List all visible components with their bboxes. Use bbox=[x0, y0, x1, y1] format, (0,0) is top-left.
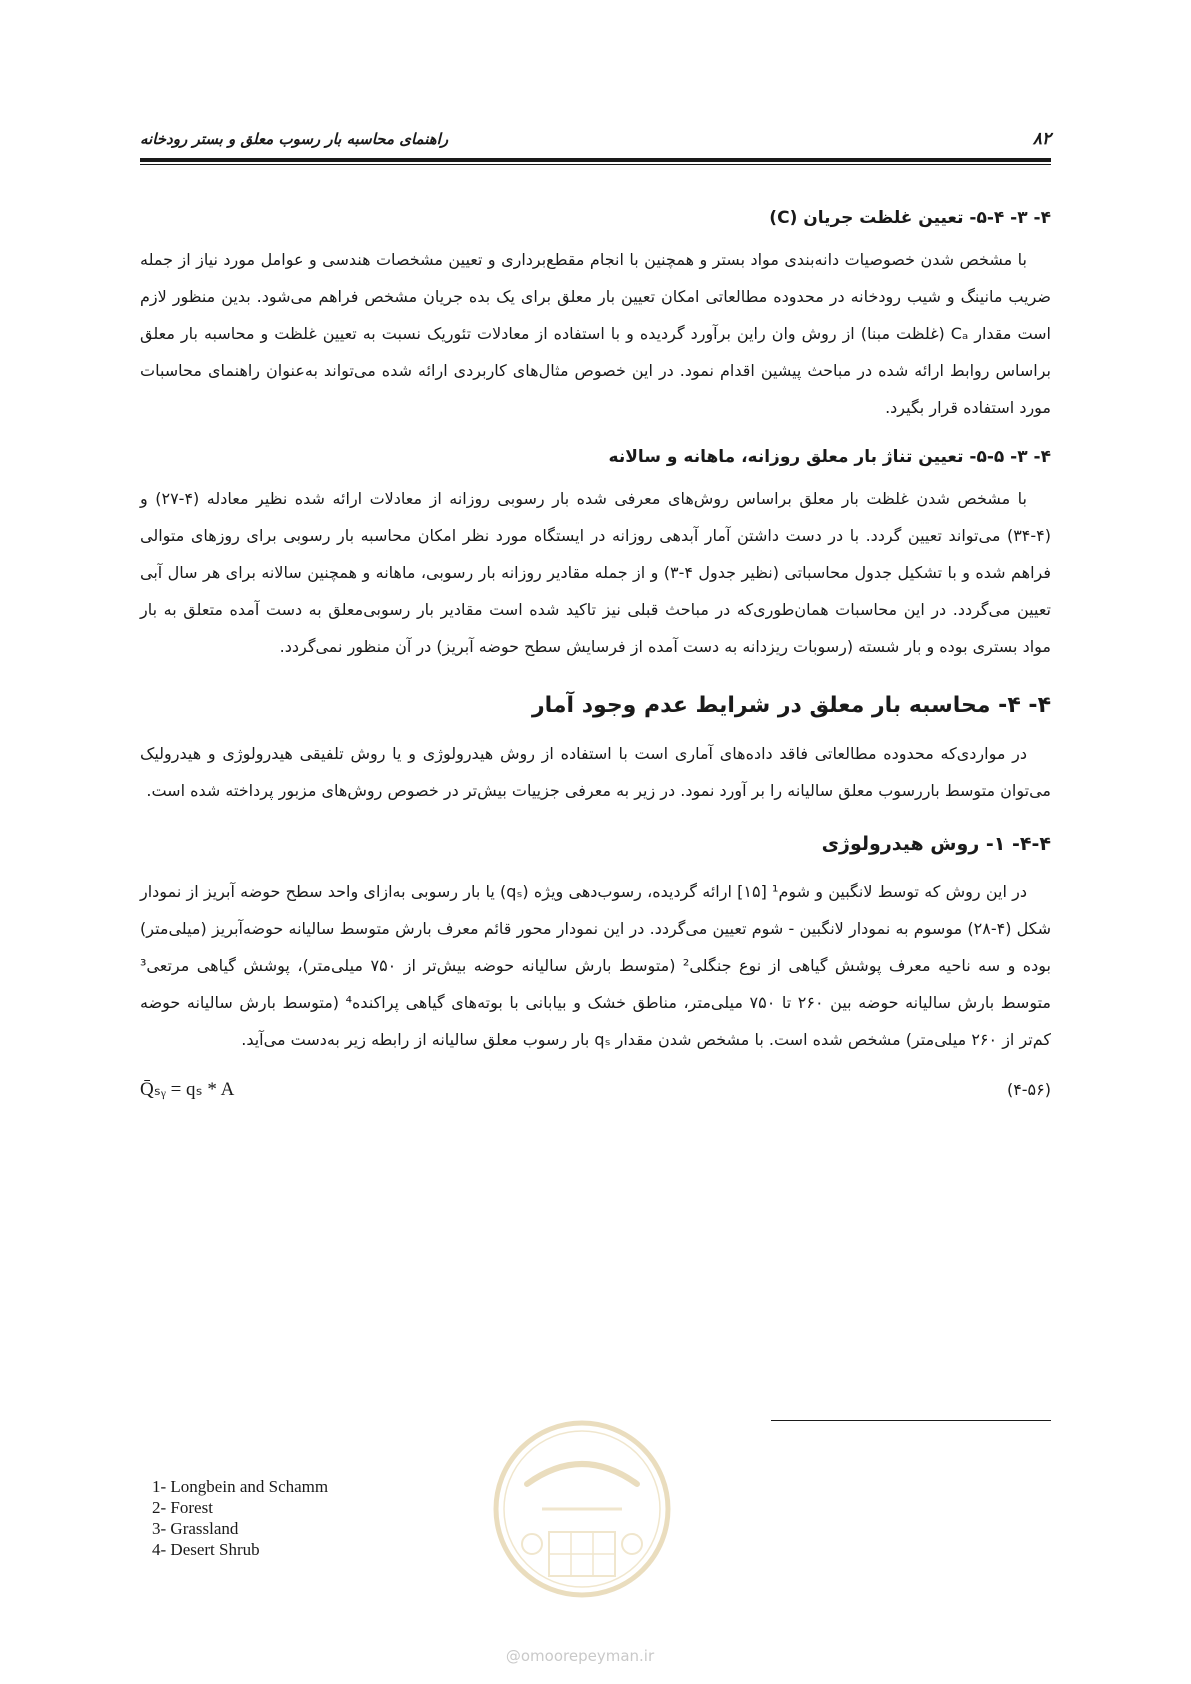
header-rule-thick bbox=[140, 158, 1051, 162]
footnote-4: 4- Desert Shrub bbox=[152, 1540, 260, 1559]
running-header bbox=[140, 126, 1051, 152]
header-rule-thin bbox=[140, 164, 1051, 165]
paragraph-no-data: در مواردی‌که محدوده مطالعاتی فاقد داده‌های آماری است با استفاده از روش هیدرولوژی و یا روش تلفیقی هیدرولوژی و هیدرولیک می‌توان متوسط باررسوب معلق سالیانه را بر آورد نمود. در زیر به معرفی جزییات بیش‌تر در خصوص روش‌های مزبور پرداخته شده است. bbox=[140, 744, 1051, 800]
section-heading-daily-monthly-annual-load: ۴- ۳- ۵-۵- تعیین تناژ بار معلق روزانه، ماهانه و سالانه bbox=[608, 447, 1051, 467]
footnote-3: 3- Grassland bbox=[152, 1519, 239, 1538]
footnote-rule bbox=[771, 1420, 1051, 1421]
watermark-url: @omoorepeyman.ir bbox=[505, 1647, 655, 1665]
paragraph-daily-monthly-annual-load: با مشخص شدن غلظت بار معلق براساس روش‌های معرفی شده بار رسوبی روزانه از معادلات ارائه شده نظیر معادله (۴-۲۷) و (۴-۳۴) می‌تواند تعیین گردد. با در دست داشتن آمار آبدهی روزانه در ایستگاه مورد نظر امکان محاسبه بار رسوبی برای روزهای متوالی فراهم شده و با تشکیل جدول محاسباتی (نظیر جدول ۴-۳) و از جمله مقادیر روزانه بار رسوبی، ماهانه و همچنین سالانه برای هر سال آبی تعیین می‌گردد. در این محاسبات همان‌طوری‌که در مباحث قبلی نیز تاکید شده است مقادیر بار رسوبی‌معلق به دست آمده متعلق به بار مواد بستری بوده و بار شسته (رسوبات ریزدانه به دست آمده از فرسایش سطح حوضه آبریز) در آن منظور نمی‌گردد. bbox=[140, 489, 1051, 656]
page-body bbox=[140, 205, 1051, 1106]
section-heading-hydrology-method: ۴-۴- ۱- روش هیدرولوژی bbox=[821, 833, 1051, 855]
footnote-1: 1- Longbein and Schamm bbox=[152, 1477, 329, 1496]
footnotes bbox=[152, 1476, 328, 1560]
watermark-logo bbox=[487, 1414, 677, 1634]
running-title: راهنمای محاسبه بار رسوب معلق و بستر رودخانه bbox=[140, 130, 449, 148]
page-number: ۸۲ bbox=[1032, 129, 1051, 149]
paragraph-hydrology-method: در این روش که توسط لانگبین و شوم¹ [۱۵] ارائه گردیده، رسوب‌دهی ویژه (qₛ) یا بار رسوبی به‌ازای واحد سطح حوضه آبریز از نمودار شکل (۴-۲۸) موسوم به نمودار لانگبین - شوم تعیین می‌گردد. در این نمودار محور قائم معرف بارش متوسط سالیانه حوضه‌آبریز (میلی‌متر) بوده و سه ناحیه معرف پوشش گیاهی از نوع جنگلی² (متوسط بارش سالیانه حوضه بیش‌تر از ۷۵۰ میلی‌متر)، پوشش گیاهی مرتعی³ متوسط بارش سالیانه حوضه بین ۲۶۰ تا ۷۵۰ میلی‌متر، مناطق خشک و بیابانی با بوته‌های گیاهی پراکنده⁴ (متوسط بارش سالیانه حوضه کم‌تر از ۲۶۰ میلی‌متر) مشخص شده است. با مشخص شدن مقدار qₛ بار رسوب معلق سالیانه از رابطه زیر به‌دست می‌آید. bbox=[140, 882, 1052, 1049]
equation-56 bbox=[140, 1072, 1051, 1106]
equation-formula: Q̄ₛᵧ = qₛ * A bbox=[140, 1078, 235, 1100]
section-heading-no-data: ۴- ۴- محاسبه بار معلق در شرایط عدم وجود آمار bbox=[531, 693, 1051, 718]
paragraph-flow-concentration: با مشخص شدن خصوصیات دانه‌بندی مواد بستر و همچنین با انجام مقطع‌برداری و تعیین مشخصات هندسی و عوامل مورد نیاز از جمله ضریب مانینگ و شیب رودخانه در محدوده مطالعاتی امکان تعیین بار معلق برای یک بده جریان مشخص فراهم می‌شود. بدین منظور لازم است مقدار Cₐ (غلظت مبنا) از روش وان راین برآورد گردیده و با استفاده از معادلات تئوریک نسبت به تعیین غلظت و محاسبه بار معلق براساس روابط ارائه شده در مباحث پیشین اقدام نمود. در این خصوص مثال‌های کاربردی ارائه شده می‌تواند به‌عنوان راهنمای محاسبات مورد استفاده قرار بگیرد. bbox=[140, 250, 1052, 417]
equation-number: (۴-۵۶) bbox=[1006, 1079, 1051, 1099]
section-heading-flow-concentration: ۴- ۳- ۵-۴- تعیین غلظت جریان (C) bbox=[769, 208, 1051, 228]
footnote-2: 2- Forest bbox=[152, 1498, 213, 1517]
